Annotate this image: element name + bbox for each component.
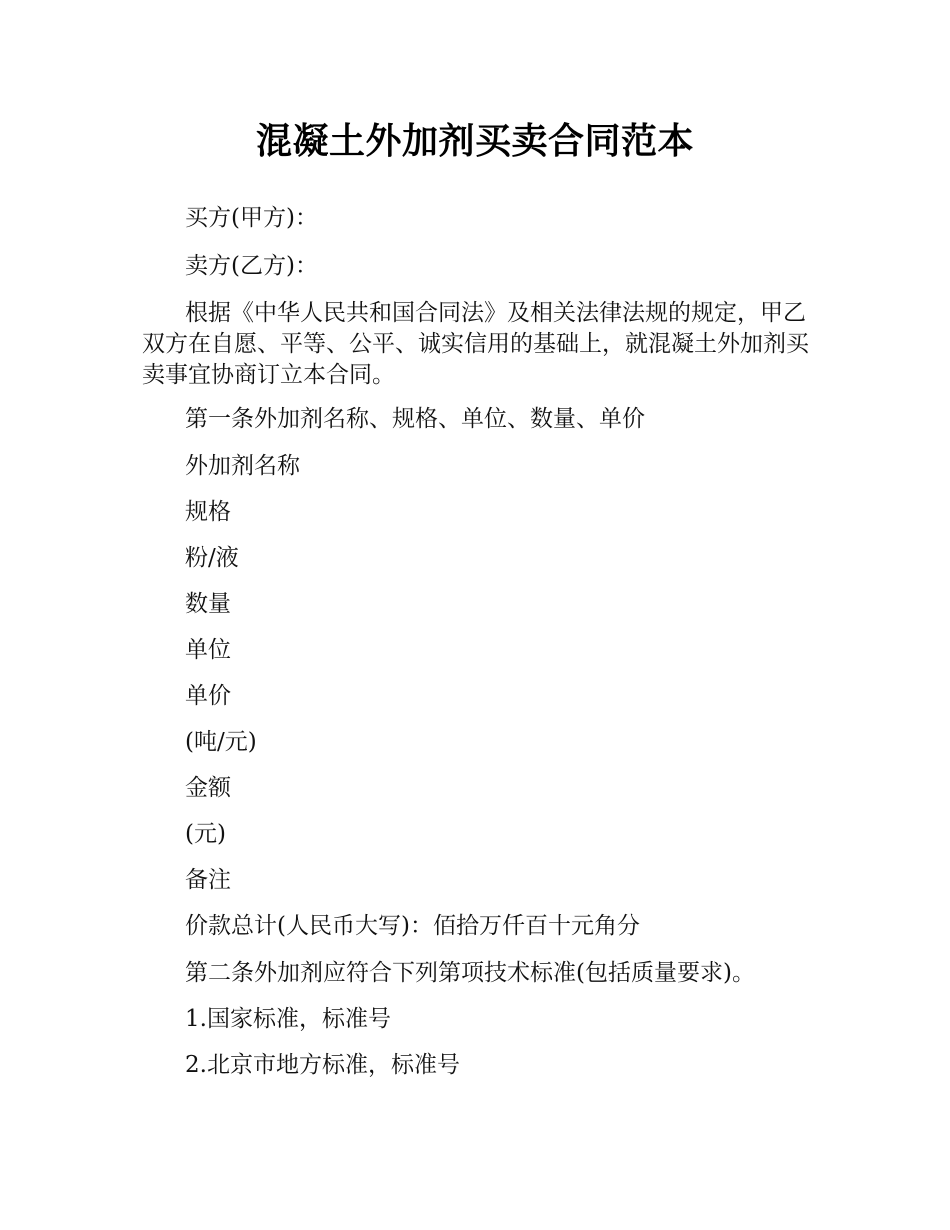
standard-item-2: 2.北京市地方标准，标准号 xyxy=(185,1052,460,1078)
preamble-paragraph: 根据《中华人民共和国合同法》及相关法律法规的规定，甲乙双方在自愿、平等、公平、诚实信用的基础上，就混凝土外加剂买卖事宜协商订立本合同。 xyxy=(142,300,809,388)
field-amount: 金额 xyxy=(185,775,231,801)
field-amount-unit: (元) xyxy=(185,821,226,847)
article-1-heading: 第一条外加剂名称、规格、单位、数量、单价 xyxy=(185,406,645,432)
field-specification: 规格 xyxy=(185,499,231,525)
field-unit: 单位 xyxy=(185,637,231,663)
field-quantity: 数量 xyxy=(185,591,231,617)
field-additive-name: 外加剂名称 xyxy=(185,453,300,479)
buyer-line: 买方(甲方)： xyxy=(185,205,318,231)
document-title: 混凝土外加剂买卖合同范本 xyxy=(255,121,694,162)
field-unit-price: 单价 xyxy=(185,683,231,709)
field-unit-price-unit: (吨/元) xyxy=(185,729,257,755)
article-2-heading: 第二条外加剂应符合下列第项技术标准(包括质量要求)。 xyxy=(185,960,755,986)
seller-line: 卖方(乙方)： xyxy=(185,253,318,279)
total-price-line: 价款总计(人民币大写)：佰拾万仟百十元角分 xyxy=(185,913,640,939)
field-remarks: 备注 xyxy=(185,867,231,893)
field-powder-liquid: 粉/液 xyxy=(185,545,239,571)
standard-item-1: 1.国家标准，标准号 xyxy=(185,1006,391,1032)
